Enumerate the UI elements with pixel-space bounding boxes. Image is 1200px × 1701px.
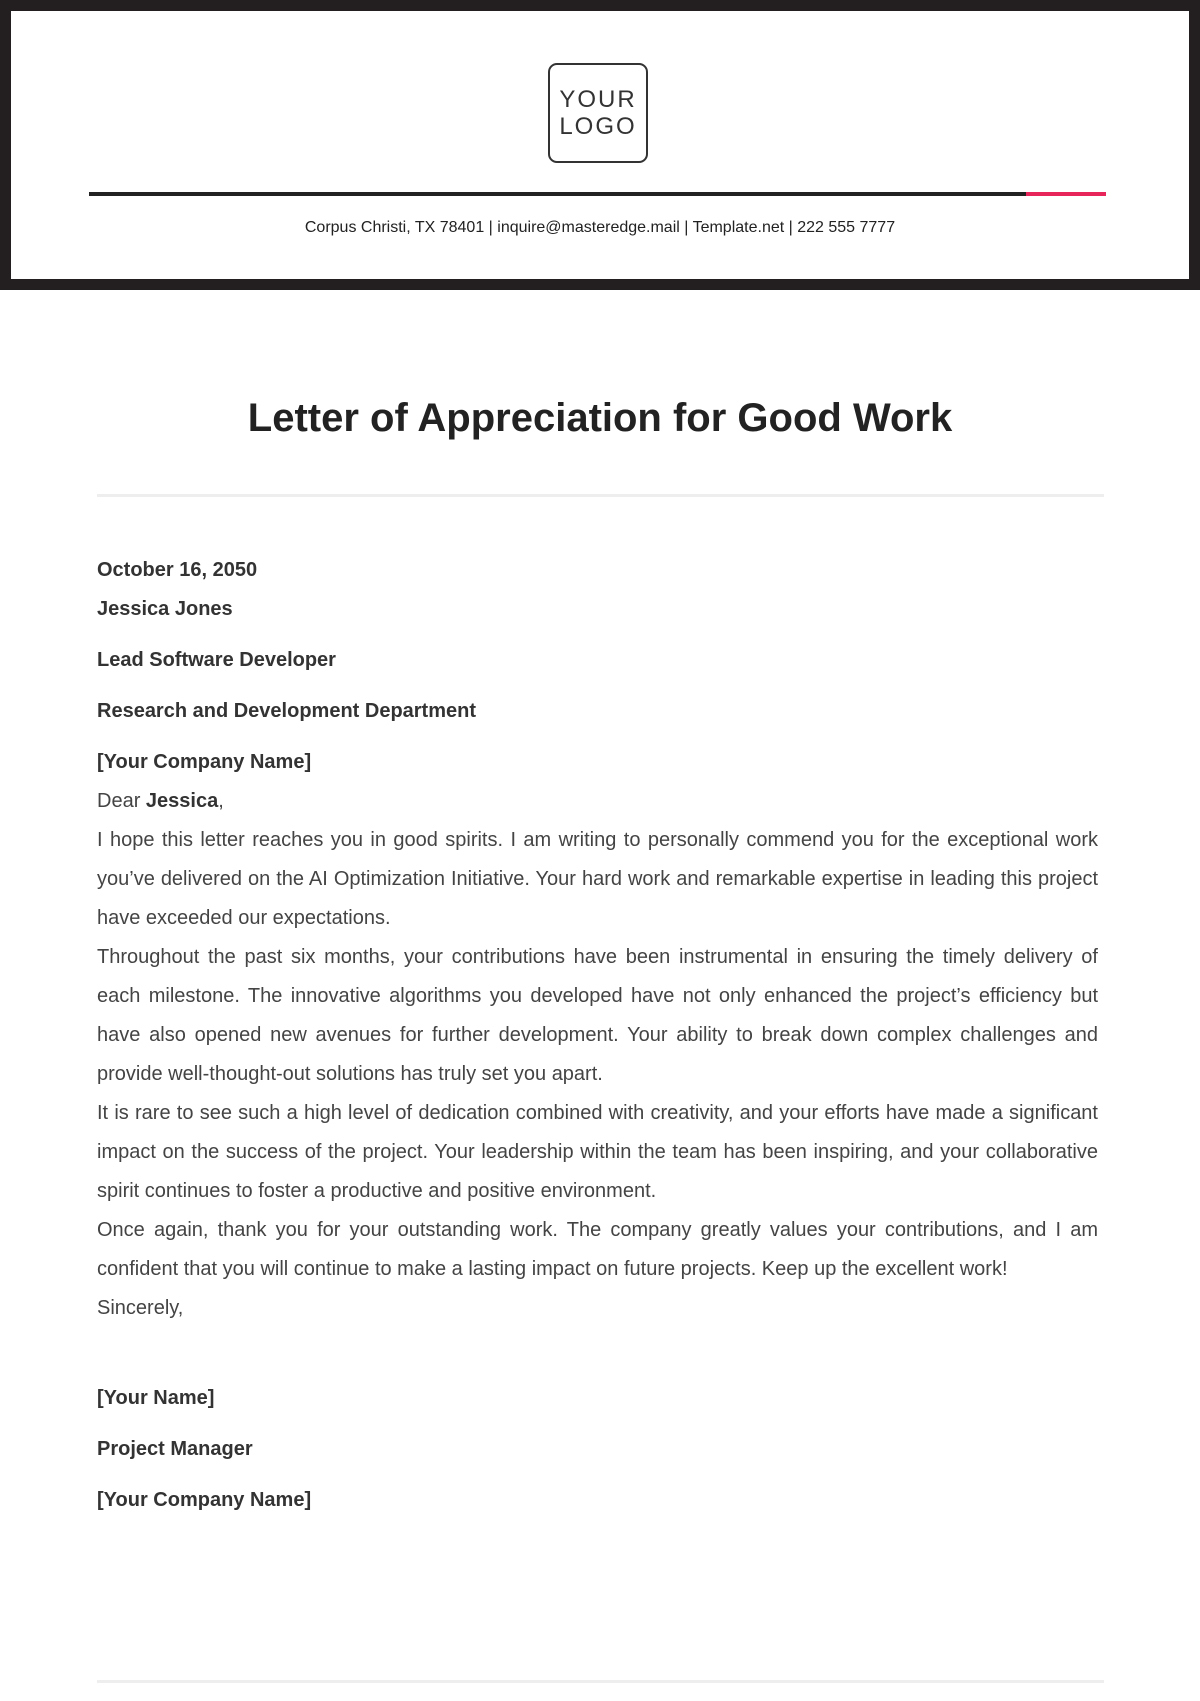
closing: Sincerely, xyxy=(97,1297,184,1319)
recipient-company: [Your Company Name] xyxy=(97,751,312,773)
paragraph: Once again, thank you for your outstanding work. The company greatly values your contributions, and I am confident that you will continue to make a lasting impact on future projects. Keep up the excellent work! xyxy=(97,1219,1098,1280)
salutation xyxy=(97,782,1098,821)
salutation-suffix: , xyxy=(218,790,224,812)
letter-body xyxy=(97,551,1098,1520)
recipient-name: Jessica Jones xyxy=(97,598,233,620)
paragraph: I hope this letter reaches you in good spirits. I am writing to personally commend you for the exceptional work you’ve delivered on the AI Optimization Initiative. Your hard work and remarkable expertise in leading this project have exceeded our expectations. xyxy=(97,829,1098,929)
logo-text-line2: LOGO xyxy=(559,113,637,140)
footer-divider xyxy=(97,1680,1104,1683)
paragraph: It is rare to see such a high level of dedication combined with creativity, and your efforts have made a significant impact on the success of the project. Your leadership within the team has been inspiring, and your collaborative spirit continues to foster a productive and positive environment. xyxy=(97,1102,1098,1202)
letter-date: October 16, 2050 xyxy=(97,559,258,581)
logo-text-line1: YOUR xyxy=(559,86,637,113)
contact-info: Corpus Christi, TX 78401 | inquire@masteredge.mail | Template.net | 222 555 7777 xyxy=(304,219,896,236)
signature-name: [Your Name] xyxy=(97,1387,215,1409)
letterhead xyxy=(0,0,1200,290)
recipient-position: Lead Software Developer xyxy=(97,649,336,671)
signature-company: [Your Company Name] xyxy=(97,1489,312,1511)
recipient-department: Research and Development Department xyxy=(97,700,477,722)
logo-placeholder xyxy=(548,63,648,163)
letter-title: Letter of Appreciation for Good Work xyxy=(247,396,953,440)
title-divider xyxy=(97,494,1104,497)
signature-title: Project Manager xyxy=(97,1438,253,1460)
salutation-prefix: Dear xyxy=(97,790,146,812)
header-rule xyxy=(89,192,1106,196)
paragraph: Throughout the past six months, your contributions have been instrumental in ensuring the timely delivery of each milestone. The innovative algorithms you developed have not only enhanced the project’s efficiency but have also opened new avenues for further development. Your ability to break down complex challenges and provide well-thought-out solutions has truly set you apart. xyxy=(97,946,1098,1085)
header-rule-accent xyxy=(1026,192,1106,196)
salutation-name: Jessica xyxy=(145,790,219,812)
